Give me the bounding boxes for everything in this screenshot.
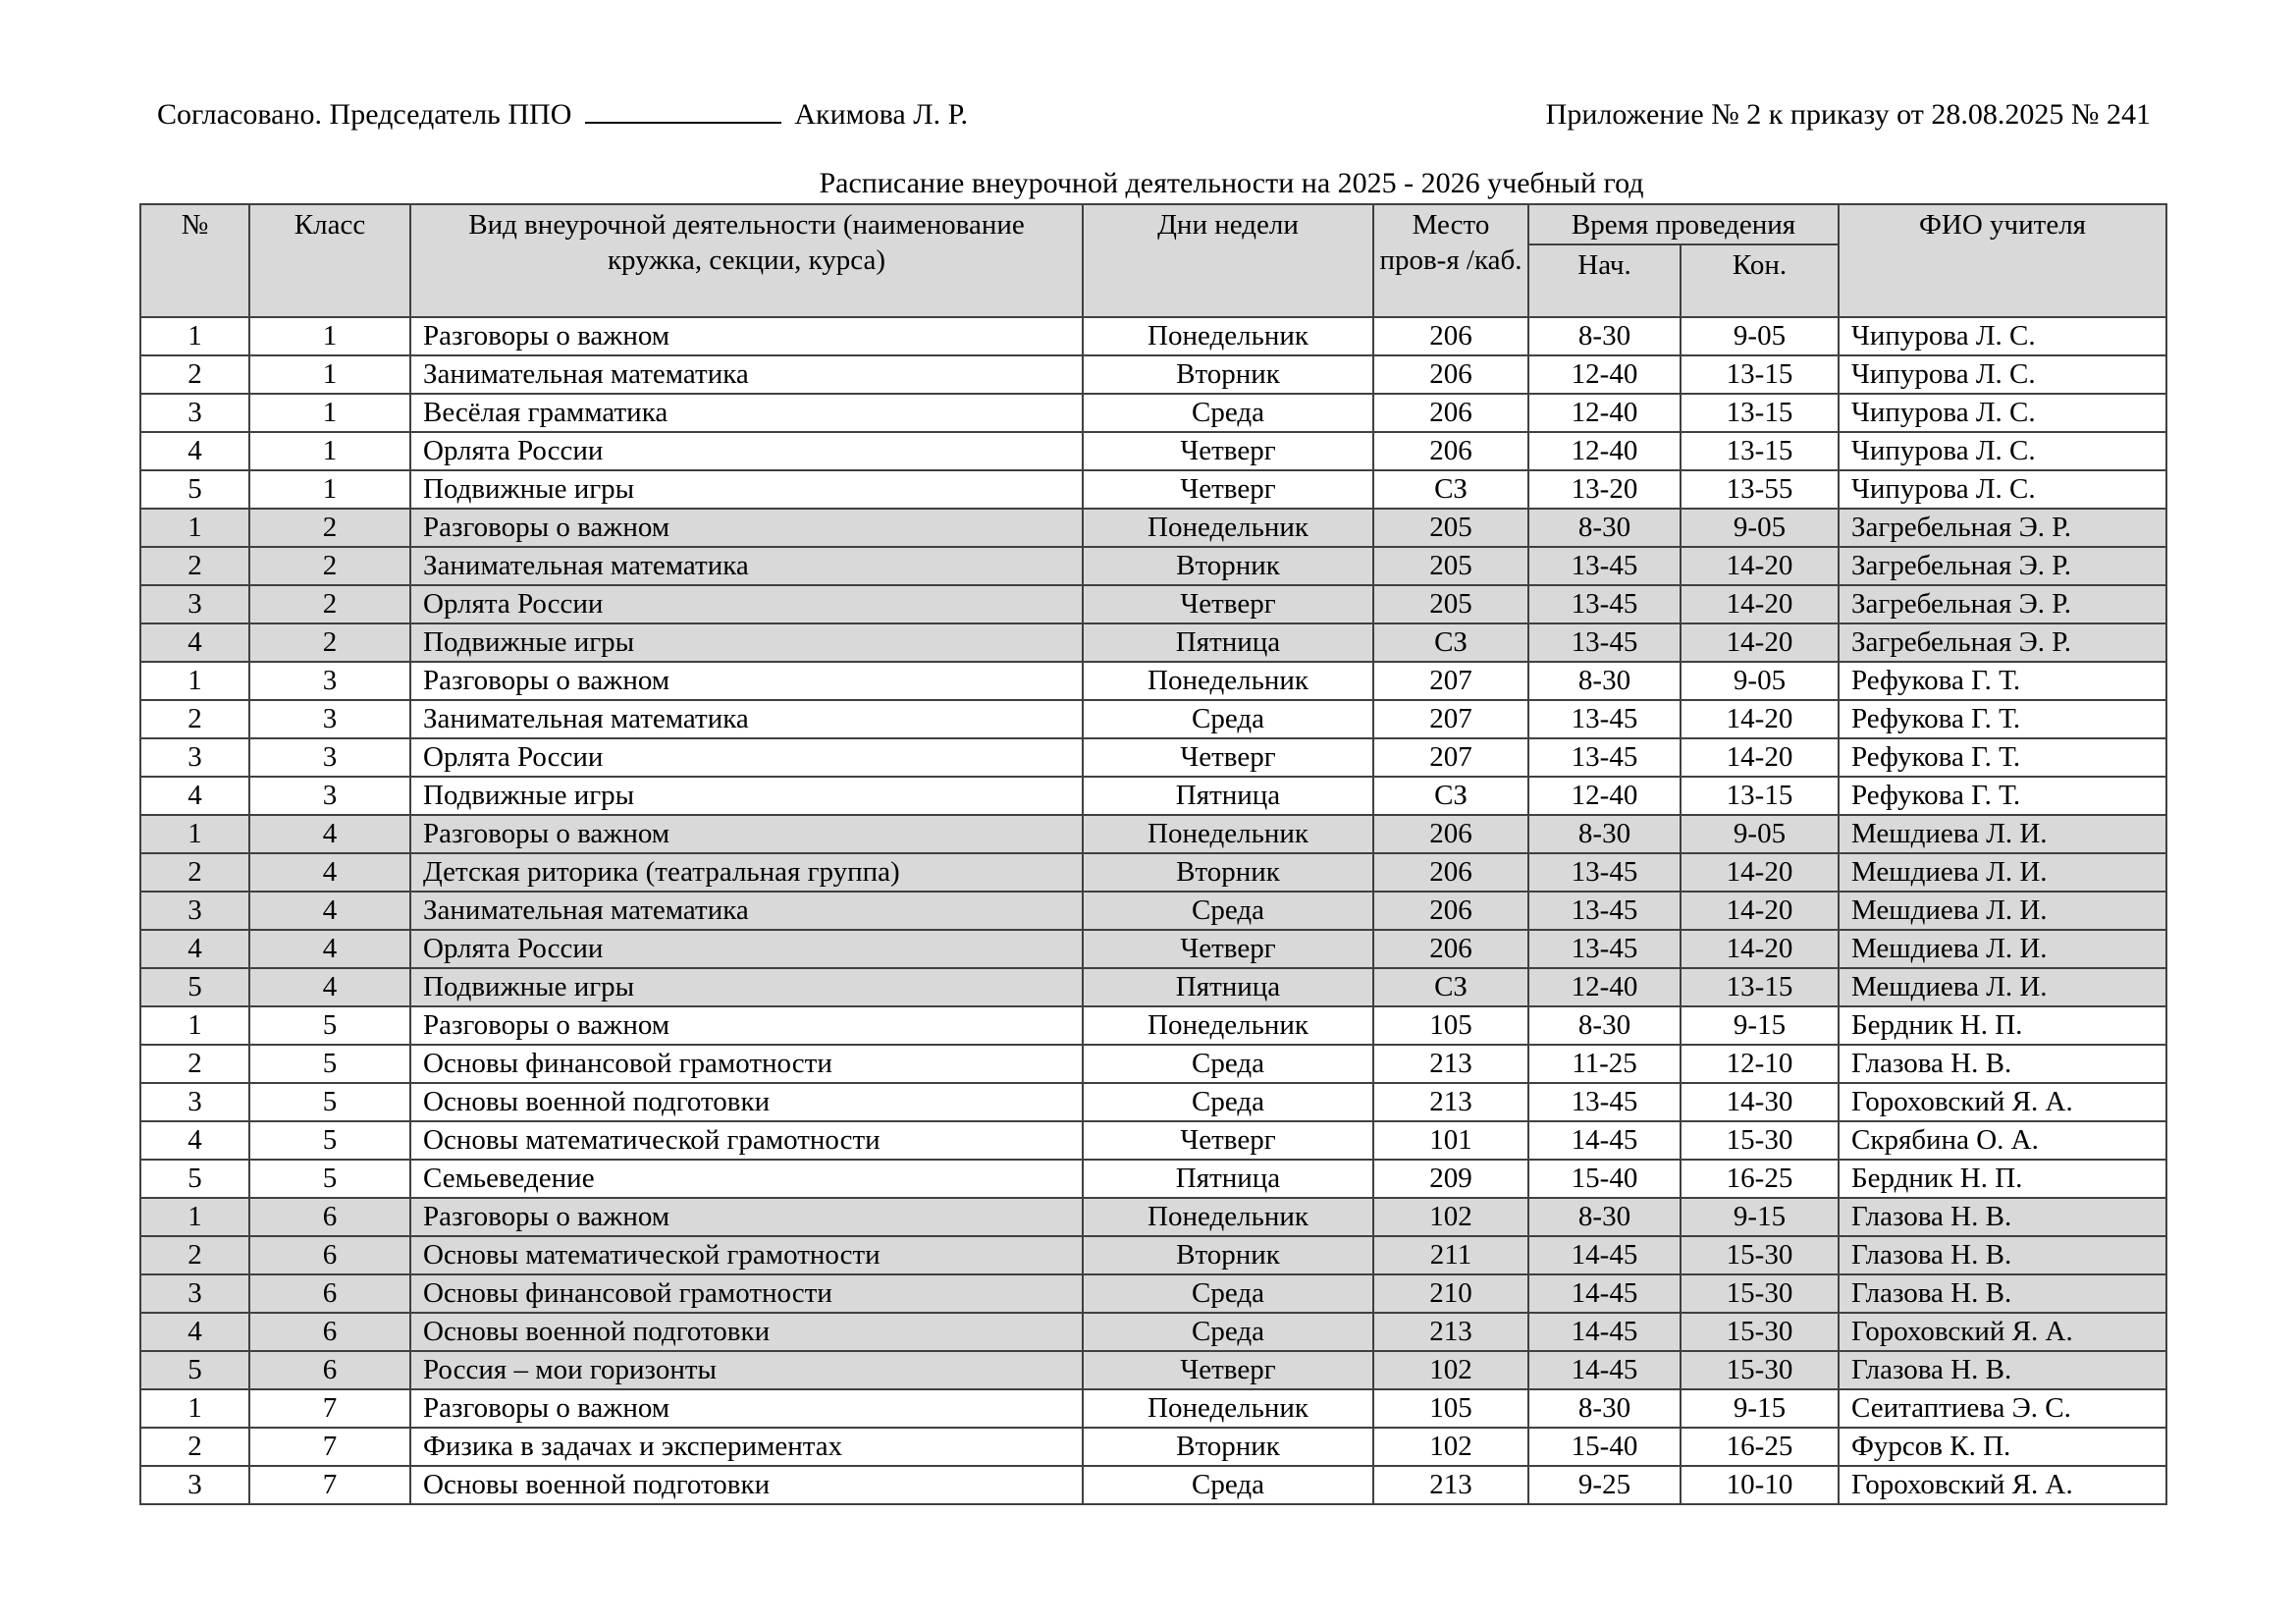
row-day: Среда [1083,1313,1373,1351]
row-day: Понедельник [1083,509,1373,547]
header-day: Дни недели [1083,204,1373,317]
table-row [140,509,2166,547]
row-start: 12-40 [1528,777,1681,815]
table-row [140,1351,2166,1389]
document-title: Расписание внеурочной деятельности на 2025 - 2026 учебный год [819,167,1644,199]
row-teacher: Глазова Н. В. [1839,1351,2166,1389]
row-start: 9-25 [1528,1466,1681,1504]
row-class: 2 [249,585,410,623]
row-end: 9-15 [1681,1389,1839,1428]
table-row [140,623,2166,662]
row-day: Вторник [1083,1236,1373,1274]
row-day: Четверг [1083,930,1373,968]
row-class: 4 [249,853,410,892]
row-activity: Разговоры о важном [410,1006,1083,1045]
row-teacher: Загребельная Э. Р. [1839,623,2166,662]
row-start: 13-45 [1528,700,1681,738]
row-activity: Разговоры о важном [410,1389,1083,1428]
row-end: 16-25 [1681,1160,1839,1198]
row-teacher: Бердник Н. П. [1839,1160,2166,1198]
table-row [140,470,2166,509]
row-room: 206 [1373,432,1528,470]
row-teacher: Загребельная Э. Р. [1839,585,2166,623]
row-class: 7 [249,1389,410,1428]
row-room: 102 [1373,1428,1528,1466]
row-end: 14-20 [1681,623,1839,662]
row-num: 2 [140,1236,249,1274]
row-end: 15-30 [1681,1236,1839,1274]
row-room: 213 [1373,1045,1528,1083]
row-activity: Занимательная математика [410,700,1083,738]
row-activity: Основы математической грамотности [410,1121,1083,1160]
row-class: 5 [249,1045,410,1083]
header-num: № [140,204,249,317]
table-row [140,317,2166,355]
row-activity: Разговоры о важном [410,509,1083,547]
row-num: 1 [140,1389,249,1428]
row-teacher: Чипурова Л. С. [1839,355,2166,394]
row-start: 13-45 [1528,585,1681,623]
signature-line [585,98,781,124]
row-day: Вторник [1083,853,1373,892]
row-teacher: Чипурова Л. С. [1839,470,2166,509]
header-place: Место пров-я /каб. [1373,204,1528,317]
row-day: Понедельник [1083,1006,1373,1045]
row-day: Пятница [1083,623,1373,662]
row-class: 2 [249,509,410,547]
row-end: 14-20 [1681,547,1839,585]
table-row [140,1466,2166,1504]
table-row [140,1045,2166,1083]
row-num: 4 [140,930,249,968]
row-num: 4 [140,1121,249,1160]
row-room: СЗ [1373,623,1528,662]
row-end: 9-05 [1681,815,1839,853]
row-start: 15-40 [1528,1428,1681,1466]
row-room: 213 [1373,1313,1528,1351]
row-room: 207 [1373,662,1528,700]
row-activity: Занимательная математика [410,892,1083,930]
row-num: 2 [140,355,249,394]
header-class: Класс [249,204,410,317]
row-num: 3 [140,585,249,623]
row-end: 14-20 [1681,585,1839,623]
row-end: 14-20 [1681,700,1839,738]
row-day: Четверг [1083,738,1373,777]
row-start: 14-45 [1528,1351,1681,1389]
row-teacher: Мешдиева Л. И. [1839,892,2166,930]
row-class: 1 [249,470,410,509]
row-end: 12-10 [1681,1045,1839,1083]
row-class: 7 [249,1466,410,1504]
row-start: 12-40 [1528,968,1681,1006]
row-num: 1 [140,317,249,355]
row-start: 11-25 [1528,1045,1681,1083]
row-activity: Орлята России [410,930,1083,968]
table-row [140,1313,2166,1351]
row-start: 8-30 [1528,1389,1681,1428]
row-teacher: Гороховский Я. А. [1839,1466,2166,1504]
row-day: Понедельник [1083,1389,1373,1428]
row-start: 13-45 [1528,547,1681,585]
row-start: 8-30 [1528,509,1681,547]
row-end: 9-15 [1681,1198,1839,1236]
row-room: 206 [1373,317,1528,355]
row-room: 206 [1373,815,1528,853]
row-day: Среда [1083,1274,1373,1313]
row-start: 13-20 [1528,470,1681,509]
table-row [140,1236,2166,1274]
row-num: 2 [140,547,249,585]
row-room: 213 [1373,1466,1528,1504]
row-teacher: Мешдиева Л. И. [1839,930,2166,968]
row-day: Понедельник [1083,662,1373,700]
row-end: 13-15 [1681,777,1839,815]
row-day: Среда [1083,892,1373,930]
row-num: 3 [140,1083,249,1121]
table-row [140,815,2166,853]
row-teacher: Чипурова Л. С. [1839,432,2166,470]
header-teacher: ФИО учителя [1839,204,2166,317]
row-num: 3 [140,892,249,930]
row-day: Понедельник [1083,815,1373,853]
row-class: 4 [249,968,410,1006]
row-num: 5 [140,968,249,1006]
row-day: Пятница [1083,777,1373,815]
row-end: 9-05 [1681,509,1839,547]
row-class: 2 [249,623,410,662]
row-day: Среда [1083,1045,1373,1083]
row-teacher: Глазова Н. В. [1839,1198,2166,1236]
row-activity: Основы военной подготовки [410,1313,1083,1351]
row-class: 6 [249,1351,410,1389]
row-class: 6 [249,1236,410,1274]
row-start: 8-30 [1528,317,1681,355]
row-num: 4 [140,1313,249,1351]
row-teacher: Чипурова Л. С. [1839,394,2166,432]
row-class: 5 [249,1160,410,1198]
row-end: 13-15 [1681,968,1839,1006]
header-activity: Вид внеурочной деятельности (наименование кружка, секции, курса) [410,204,1083,317]
row-start: 14-45 [1528,1274,1681,1313]
row-room: СЗ [1373,777,1528,815]
row-teacher: Глазова Н. В. [1839,1274,2166,1313]
row-room: 206 [1373,394,1528,432]
row-activity: Основы военной подготовки [410,1083,1083,1121]
row-activity: Подвижные игры [410,968,1083,1006]
row-room: 102 [1373,1198,1528,1236]
row-class: 5 [249,1083,410,1121]
row-room: 205 [1373,585,1528,623]
row-start: 14-45 [1528,1313,1681,1351]
row-day: Среда [1083,394,1373,432]
approval-name: Акимова Л. Р. [794,98,969,131]
row-num: 4 [140,777,249,815]
row-activity: Разговоры о важном [410,815,1083,853]
row-num: 2 [140,700,249,738]
table-row [140,547,2166,585]
row-room: 102 [1373,1351,1528,1389]
row-teacher: Рефукова Г. Т. [1839,662,2166,700]
row-activity: Весёлая грамматика [410,394,1083,432]
row-start: 15-40 [1528,1160,1681,1198]
row-room: 210 [1373,1274,1528,1313]
row-activity: Россия – мои горизонты [410,1351,1083,1389]
row-room: СЗ [1373,968,1528,1006]
row-day: Вторник [1083,355,1373,394]
row-class: 5 [249,1006,410,1045]
row-teacher: Мешдиева Л. И. [1839,815,2166,853]
row-class: 1 [249,355,410,394]
row-num: 5 [140,1160,249,1198]
row-room: СЗ [1373,470,1528,509]
row-num: 1 [140,662,249,700]
table-row [140,700,2166,738]
row-room: 101 [1373,1121,1528,1160]
table-row [140,662,2166,700]
row-room: 207 [1373,738,1528,777]
row-end: 15-30 [1681,1313,1839,1351]
row-day: Четверг [1083,470,1373,509]
row-activity: Основы финансовой грамотности [410,1045,1083,1083]
row-class: 1 [249,317,410,355]
row-activity: Подвижные игры [410,470,1083,509]
row-day: Среда [1083,1466,1373,1504]
row-activity: Подвижные игры [410,623,1083,662]
table-row [140,930,2166,968]
row-num: 1 [140,1198,249,1236]
row-start: 13-45 [1528,892,1681,930]
row-class: 2 [249,547,410,585]
row-num: 2 [140,1045,249,1083]
row-activity: Орлята России [410,738,1083,777]
row-activity: Основы финансовой грамотности [410,1274,1083,1313]
row-activity: Физика в задачах и экспериментах [410,1428,1083,1466]
row-room: 205 [1373,509,1528,547]
table-row [140,968,2166,1006]
row-room: 205 [1373,547,1528,585]
row-class: 6 [249,1198,410,1236]
row-end: 13-15 [1681,355,1839,394]
row-room: 207 [1373,700,1528,738]
table-row [140,777,2166,815]
row-num: 3 [140,394,249,432]
schedule-body [140,317,2166,1504]
header-start: Нач. [1528,244,1681,317]
approval-line [157,98,968,132]
row-activity: Разговоры о важном [410,317,1083,355]
row-end: 13-55 [1681,470,1839,509]
row-end: 14-20 [1681,738,1839,777]
row-teacher: Глазова Н. В. [1839,1236,2166,1274]
row-activity: Подвижные игры [410,777,1083,815]
table-row [140,1083,2166,1121]
row-num: 2 [140,853,249,892]
row-num: 1 [140,509,249,547]
table-row [140,892,2166,930]
row-day: Среда [1083,700,1373,738]
row-teacher: Рефукова Г. Т. [1839,700,2166,738]
row-start: 12-40 [1528,432,1681,470]
row-teacher: Гороховский Я. А. [1839,1083,2166,1121]
row-room: 206 [1373,853,1528,892]
row-num: 3 [140,1466,249,1504]
row-activity: Детская риторика (театральная группа) [410,853,1083,892]
row-day: Понедельник [1083,1198,1373,1236]
row-day: Пятница [1083,968,1373,1006]
row-class: 3 [249,738,410,777]
row-teacher: Рефукова Г. Т. [1839,777,2166,815]
row-start: 8-30 [1528,815,1681,853]
row-start: 8-30 [1528,1006,1681,1045]
row-num: 1 [140,1006,249,1045]
table-row [140,738,2166,777]
row-day: Четверг [1083,1121,1373,1160]
row-day: Четверг [1083,432,1373,470]
row-class: 7 [249,1428,410,1466]
row-day: Четверг [1083,585,1373,623]
row-teacher: Бердник Н. П. [1839,1006,2166,1045]
row-activity: Семьеведение [410,1160,1083,1198]
row-teacher: Загребельная Э. Р. [1839,547,2166,585]
header-end: Кон. [1681,244,1839,317]
table-row [140,853,2166,892]
row-class: 4 [249,892,410,930]
row-class: 3 [249,662,410,700]
row-teacher: Скрябина О. А. [1839,1121,2166,1160]
row-class: 3 [249,777,410,815]
row-room: 213 [1373,1083,1528,1121]
table-row [140,1389,2166,1428]
table-row [140,394,2166,432]
row-class: 3 [249,700,410,738]
row-teacher: Чипурова Л. С. [1839,317,2166,355]
table-row [140,355,2166,394]
row-start: 13-45 [1528,623,1681,662]
row-end: 9-05 [1681,662,1839,700]
row-teacher: Глазова Н. В. [1839,1045,2166,1083]
row-day: Четверг [1083,1351,1373,1389]
row-teacher: Мешдиева Л. И. [1839,853,2166,892]
row-start: 8-30 [1528,1198,1681,1236]
row-start: 13-45 [1528,1083,1681,1121]
approval-prefix: Согласовано. Председатель ППО [157,98,572,131]
row-num: 3 [140,1274,249,1313]
row-activity: Разговоры о важном [410,662,1083,700]
row-num: 4 [140,432,249,470]
row-class: 6 [249,1274,410,1313]
table-row [140,432,2166,470]
row-start: 8-30 [1528,662,1681,700]
row-activity: Основы военной подготовки [410,1466,1083,1504]
table-row [140,1160,2166,1198]
appendix-reference: Приложение № 2 к приказу от 28.08.2025 № 241 [1545,98,2151,131]
row-teacher: Фурсов К. П. [1839,1428,2166,1466]
row-activity: Орлята России [410,432,1083,470]
row-class: 5 [249,1121,410,1160]
row-activity: Занимательная математика [410,547,1083,585]
row-end: 14-20 [1681,930,1839,968]
row-day: Вторник [1083,547,1373,585]
row-class: 4 [249,930,410,968]
row-start: 13-45 [1528,738,1681,777]
row-end: 13-15 [1681,432,1839,470]
row-room: 206 [1373,930,1528,968]
row-day: Пятница [1083,1160,1373,1198]
schedule-table [139,203,2167,1505]
row-start: 12-40 [1528,394,1681,432]
row-day: Среда [1083,1083,1373,1121]
row-room: 105 [1373,1006,1528,1045]
row-teacher: Гороховский Я. А. [1839,1313,2166,1351]
table-row [140,1198,2166,1236]
row-class: 1 [249,394,410,432]
row-activity: Основы математической грамотности [410,1236,1083,1274]
row-teacher: Мешдиева Л. И. [1839,968,2166,1006]
table-row [140,1006,2166,1045]
table-row [140,1428,2166,1466]
row-teacher: Рефукова Г. Т. [1839,738,2166,777]
row-end: 15-30 [1681,1274,1839,1313]
row-end: 15-30 [1681,1351,1839,1389]
header-time-group: Время проведения [1528,204,1839,244]
row-num: 3 [140,738,249,777]
row-start: 14-45 [1528,1121,1681,1160]
table-row [140,1121,2166,1160]
row-day: Вторник [1083,1428,1373,1466]
row-end: 15-30 [1681,1121,1839,1160]
row-activity: Разговоры о важном [410,1198,1083,1236]
row-num: 4 [140,623,249,662]
row-end: 9-05 [1681,317,1839,355]
row-room: 209 [1373,1160,1528,1198]
row-start: 13-45 [1528,930,1681,968]
row-activity: Орлята России [410,585,1083,623]
row-room: 211 [1373,1236,1528,1274]
row-end: 13-15 [1681,394,1839,432]
row-start: 13-45 [1528,853,1681,892]
row-num: 2 [140,1428,249,1466]
row-room: 206 [1373,892,1528,930]
row-class: 1 [249,432,410,470]
row-num: 5 [140,470,249,509]
row-class: 6 [249,1313,410,1351]
row-start: 12-40 [1528,355,1681,394]
row-end: 14-20 [1681,892,1839,930]
row-teacher: Загребельная Э. Р. [1839,509,2166,547]
row-end: 9-15 [1681,1006,1839,1045]
row-num: 1 [140,815,249,853]
row-start: 14-45 [1528,1236,1681,1274]
row-teacher: Сеитаптиева Э. С. [1839,1389,2166,1428]
table-row [140,1274,2166,1313]
row-num: 5 [140,1351,249,1389]
row-room: 105 [1373,1389,1528,1428]
row-day: Понедельник [1083,317,1373,355]
row-end: 14-30 [1681,1083,1839,1121]
row-end: 10-10 [1681,1466,1839,1504]
row-end: 16-25 [1681,1428,1839,1466]
row-class: 4 [249,815,410,853]
table-row [140,585,2166,623]
row-room: 206 [1373,355,1528,394]
row-activity: Занимательная математика [410,355,1083,394]
row-end: 14-20 [1681,853,1839,892]
